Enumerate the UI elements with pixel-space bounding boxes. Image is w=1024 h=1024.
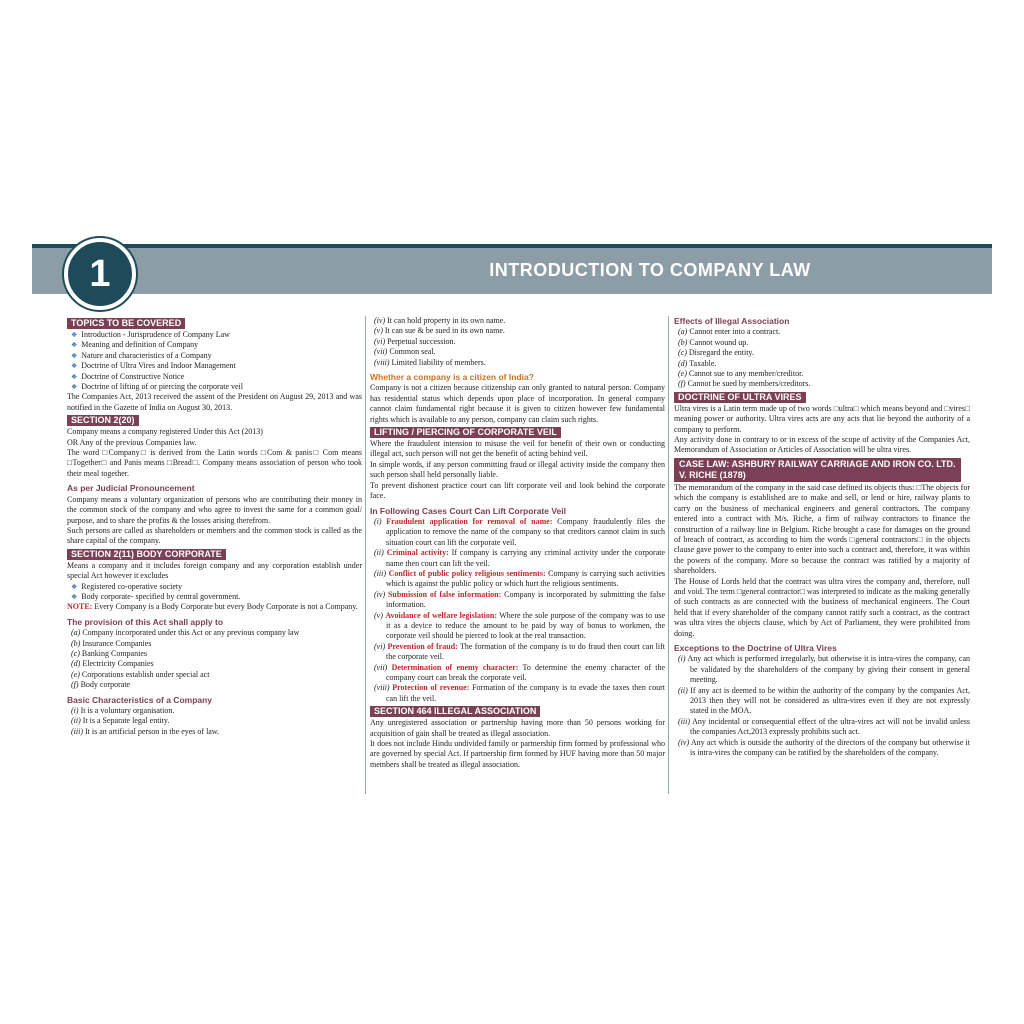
column-divider [668, 316, 669, 794]
list-item: (vii) Determination of enemy character: To determine the enemy character of the company court can break the corporate veil. [374, 662, 666, 682]
list-item: (i) Fraudulent application for removal of name: Company fraudulently files the application to remove the name of the company so that creditors cannot claim in such situation court can lift the corporate veil. [374, 516, 665, 547]
list-item: ❖ Nature and characteristics of a Company [71, 350, 212, 360]
list-item: (v) Avoidance of welfare legislation: Where the sole purpose of the company was to use it as a device to reduce the amount to be paid by way of bonus to workmen, the corporate veil should be pierced to look at the real transaction. [374, 610, 666, 641]
list-item: (iii) Any incidental or consequential effect of the ultra-vires act will not be invalid unless the companies Act,2013 expressly prohibits such act. [678, 716, 970, 737]
list-item: (c) Disregard the entity. [678, 348, 754, 358]
diamond-bullet-icon: ❖ [71, 582, 78, 591]
section-header-ultra-vires: DOCTRINE OF ULTRA VIRES [674, 392, 806, 403]
paragraph: The House of Lords held that the contract was ultra vires the company and, therefore, null and void. The term □general contractor□ was interpreted to indicate as the making generally of such contracts as are connected with the business of mechanical engineers. The Court held that if every shareholder of the company cannot ratify such a contract, as the contract was ultra vires the objects clause, which by Act of Parliament, they were prohibited from doing. [674, 576, 970, 638]
list-item: ❖ Registered co-operative society [71, 581, 183, 591]
paragraph: Ultra vires is a Latin term made up of two words □ultra□ which means beyond and □vires□ meaning power or authority. Ultra vires acts are any acts that lie beyond the authority of a company to perform. [674, 403, 970, 434]
topics-list [67, 330, 362, 392]
list-item: (v) It can sue & be sued in its own name. [374, 326, 505, 336]
paragraph: Means a company and it includes foreign company and any corporation establish under special Act however it excludes [67, 560, 362, 581]
list-item: (b) Insurance Companies [71, 638, 152, 648]
list-item: (f) Cannot be sued by members/creditors. [678, 379, 811, 389]
section-header-topics: TOPICS TO BE COVERED [67, 318, 185, 329]
list-item: ❖ Introduction - Jurisprudence of Company Law [71, 330, 230, 339]
paragraph: Company is not a citizen because citizenship can only granted to natural person. Company has residential status which depends upon place of incorporation. In general company cannot claim fundamental right because it is given to citizen however few fundamental rights which is available to any person, company can claim such rights. [370, 383, 665, 424]
list-item: (a) Company incorporated under this Act or any previous company law [71, 628, 300, 638]
diamond-bullet-icon: ❖ [71, 331, 78, 339]
paragraph: OR Any of the previous Companies law. [67, 437, 197, 447]
column-2 [370, 316, 665, 770]
subheading-provision: The provision of this Act shall apply to [67, 616, 224, 627]
diamond-bullet-icon: ❖ [71, 372, 78, 381]
list-item: (c) Banking Companies [71, 648, 147, 658]
section-header-corporate-veil: LIFTING / PIERCING OF CORPORATE VEIL [370, 427, 561, 438]
cases-list [370, 517, 665, 704]
list-item: ❖ Doctrine of Constructive Notice [71, 371, 185, 381]
note-label: NOTE: [67, 602, 93, 612]
list-item: (iii) Conflict of public policy religious sentiments: Company is carrying such activities which is against the public policy or which hurt the religious sentiments. [374, 568, 666, 589]
provision-list [67, 628, 362, 690]
list-item: (ii) If any act is deemed to be within the authority of the company by the companies Act, 2013 then they will not be considered as ultra-vires even if they are not expressly stated in the MOA. [678, 685, 970, 716]
list-item: (d) Electricity Companies [71, 659, 154, 669]
list-item: (e) Cannot sue to any member/creditor. [678, 369, 804, 379]
list-item: (i) It is a voluntary organisation. [71, 706, 175, 715]
paragraph: Where the fraudulent intension to misuse the veil for benefit of their own or conducting illegal act, such person will not get the benefit of acting behind veil. [370, 439, 665, 459]
section-header-2-11: SECTION 2(11) BODY CORPORATE [67, 549, 226, 560]
list-item: (i) Any act which is performed irregularly, but otherwise it is intra-vires the company, can be validated by the shareholders of the company by giving their consent in general meeting. [678, 654, 970, 685]
diamond-bullet-icon: ❖ [71, 592, 78, 601]
section-header-case-law: CASE LAW: ASHBURY RAILWAY CARRIAGE AND IRON CO. LTD. V. RICHE (1878) [674, 458, 961, 482]
note: NOTE: Every Company is a Body Corporate but every Body Corporate is not a Company. [67, 602, 358, 612]
list-item: (viii) Protection of revenue: Formation of the company is to evade the taxes then court can lift the veil. [374, 683, 665, 703]
diamond-bullet-icon: ❖ [71, 383, 78, 392]
subheading-exceptions: Exceptions to the Doctrine of Ultra Vires [674, 642, 837, 653]
diamond-bullet-icon: ❖ [71, 362, 78, 371]
list-item: ❖ Meaning and definition of Company [71, 340, 199, 350]
list-item: (a) Cannot enter into a contract. [678, 327, 781, 337]
paragraph: Company means a company registered Under this Act (2013) [67, 427, 263, 437]
paragraph: Any unregistered association or partnership having more than 50 persons working for acquisition of gain shall be treated as illegal association. [370, 718, 665, 738]
subheading-effects: Effects of Illegal Association [674, 316, 790, 326]
column-divider [365, 316, 366, 794]
list-item: (viii) Limited liability of members. [374, 357, 486, 367]
list-item: (vi) Prevention of fraud: The formation of the company is to do fraud then court can lift the corporate veil. [374, 641, 666, 662]
paragraph: In simple words, if any person committing fraud or illegal activity inside the company then such person shall held personally liable. [370, 459, 665, 480]
list-item: (e) Corporations establish under special act [71, 669, 210, 679]
paragraph: Such persons are called as shareholders or members and the common stock is called as the share capital of the company. [67, 525, 362, 546]
column-1 [67, 316, 362, 737]
column-3 [674, 316, 970, 758]
list-item: ❖ Doctrine of Ultra Vires and Indoor Management [71, 361, 236, 371]
list-item: (d) Taxable. [678, 358, 717, 368]
list-item: (vi) Perpetual succession. [374, 336, 456, 346]
diamond-bullet-icon: ❖ [71, 351, 78, 360]
list-item: (vii) Common seal. [374, 347, 436, 357]
paragraph: The word □Company□ is derived from the Latin words □Com & panis□ Com means □Together□ and Panis means □Bread□. Company means association of person who took their meal together. [67, 448, 362, 478]
list-item: (iv) It can hold property in its own name. [374, 316, 506, 325]
list-item: (iv) Submission of false information: Company is incorporated by submitting the false information. [374, 589, 665, 610]
list-item: (ii) Criminal activity: If company is carrying any criminal activity under the corporate name then court can lift the veil. [374, 548, 666, 568]
intro-paragraph: The Companies Act, 2013 received the assent of the President on August 29, 2013 and was notified in the Gazette of India on August 30, 2013. [67, 392, 362, 412]
diamond-bullet-icon: ❖ [71, 341, 78, 350]
chapter-number-badge: 1 [64, 238, 136, 310]
paragraph: To prevent dishonest practice court can lift corporate veil and look behind the corporate face. [370, 480, 665, 501]
subheading-cases: In Following Cases Court Can Lift Corporate Veil [370, 505, 566, 516]
paragraph: It does not include Hindu undivided family or partnership firm formed by professional who are governed by special Act. If partnership firm formed by HUF having more than 50 major members shall be treated as illegal association. [370, 739, 665, 769]
paragraph: The memorandum of the company in the said case defined its objects thus: □The objects for which the company is established are to make and sell, or lend or hire, railway plants to carry on the business of mechanical engineers and general contractors. The company entered into a contract with M/s. Riche, a firm of railway contractors to finance the construction of a railway line in Belgium. Riche brought a case for damages on the ground of breach of contract, as according to him the words □general contractors□ in the objects clause gave power to the company to enter into such a contract and, therefore, it was within the powers of the company. More so because the contract was ratified by a majority of shareholders. [674, 482, 970, 576]
list-item: (iv) Any act which is outside the authority of the directors of the company but otherwise it is intra-vires the company can be ratified by the shareholders of the company. [678, 737, 971, 758]
paragraph: Any activity done in contrary to or in excess of the scope of activity of the Companies Act, Memorandum of Association or Articles of Association will be ultra vires. [674, 435, 970, 455]
list-item: (b) Cannot wound up. [678, 337, 749, 347]
subheading-citizen: Whether a company is a citizen of India? [370, 372, 534, 383]
list-item: (f) Body corporate [71, 680, 131, 690]
section-header-464: SECTION 464 ILLEGAL ASSOCIATION [370, 706, 540, 717]
subheading-judicial: As per Judicial Pronouncement [67, 483, 195, 494]
paragraph: Company means a voluntary organization of persons who are contributing their money in the common stock of the company and who agree to invest the same for a common goal/ purpose, and to share the profits & the losses arising therefrom. [67, 494, 362, 525]
list-item: (iii) It is an artificial person in the eyes of law. [71, 726, 220, 736]
section-header-2-20: SECTION 2(20) [67, 415, 139, 426]
list-item: (ii) It is a Separate legal entity. [71, 716, 170, 726]
subheading-basic-characteristics: Basic Characteristics of a Company [67, 694, 213, 705]
chapter-title: INTRODUCTION TO COMPANY LAW [489, 260, 811, 280]
list-item: ❖ Body corporate- specified by central government. [71, 591, 241, 601]
list-item: ❖ Doctrine of lifting of or piercing the corporate veil [71, 382, 243, 392]
